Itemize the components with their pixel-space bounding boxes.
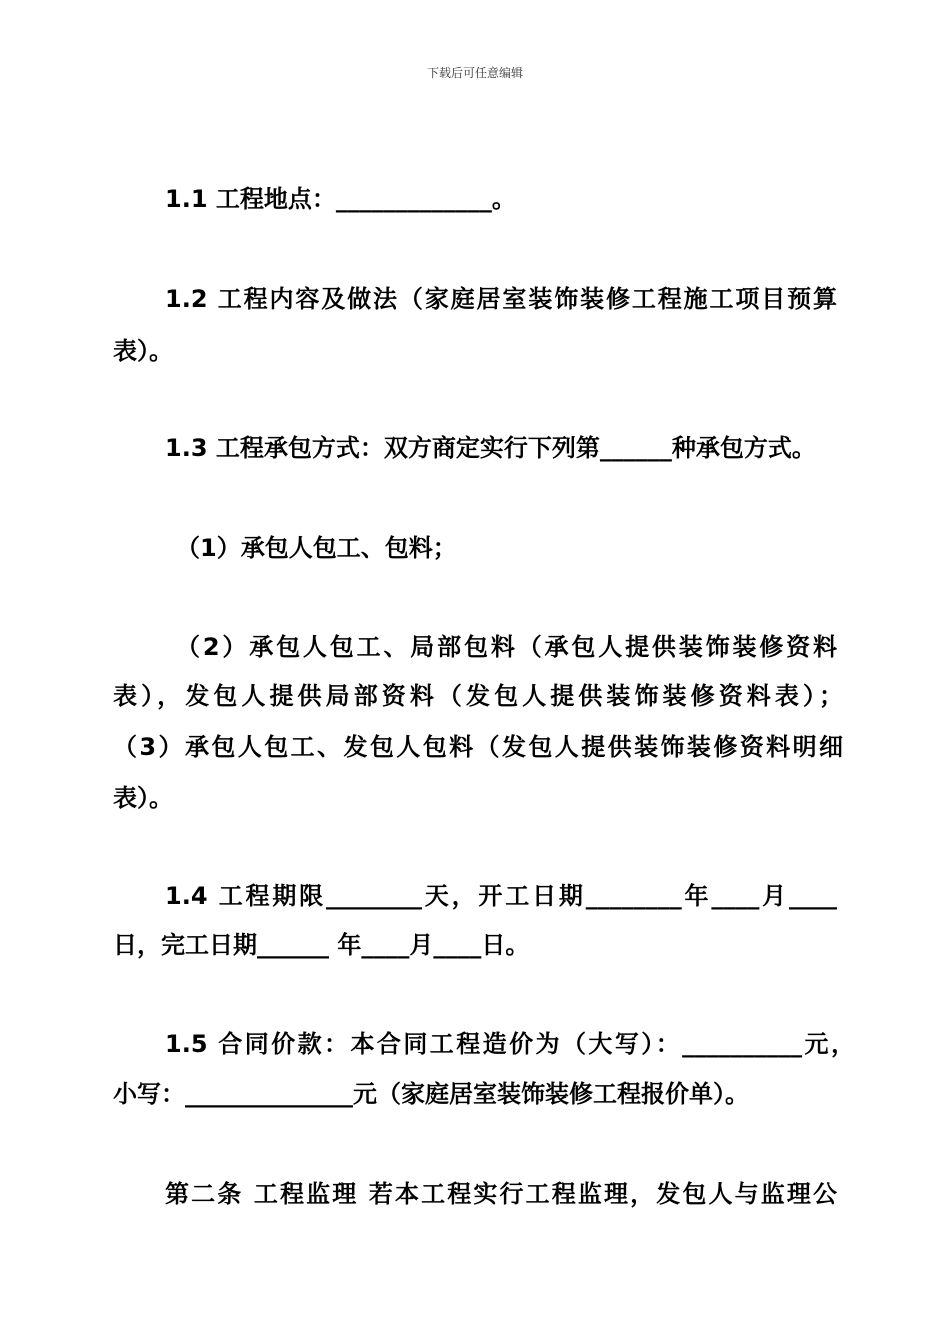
clause-1-1: 1.1 工程地点：_____________。 [165,185,516,213]
option-3: （3）承包人包工、发包人包料（发包人提供装饰装修资料明细 [113,733,843,761]
option-2: （2）承包人包工、局部包料（承包人提供装饰装修资料 [176,633,837,661]
option-2-cont: 表），发包人提供局部资料（发包人提供装饰装修资料表）； [113,682,843,710]
clause-1-4-cont: 日，完工日期______ 年____月____日。 [113,931,530,959]
clause-1-2: 1.2 工程内容及做法（家庭居室装饰装修工程施工项目预算 [165,285,837,313]
clause-1-2-cont: 表）。 [113,337,173,365]
clause-1-5: 1.5 合同价款：本合同工程造价为（大写）：__________元， [165,1030,855,1058]
clause-1-4: 1.4 工程期限________天，开工日期________年____月____ [165,882,837,910]
article-2: 第二条 工程监理 若本工程实行工程监理，发包人与监理公 [165,1180,837,1208]
clause-1-5-cont: 小写：______________元（家庭居室装饰装修工程报价单）。 [113,1080,749,1108]
option-1: （1）承包人包工、包料； [176,534,457,562]
option-3-cont: 表）。 [113,784,173,812]
page-header: 下载后可任意编辑 [426,66,523,80]
clause-1-3: 1.3 工程承包方式：双方商定实行下列第______种承包方式。 [165,434,816,462]
